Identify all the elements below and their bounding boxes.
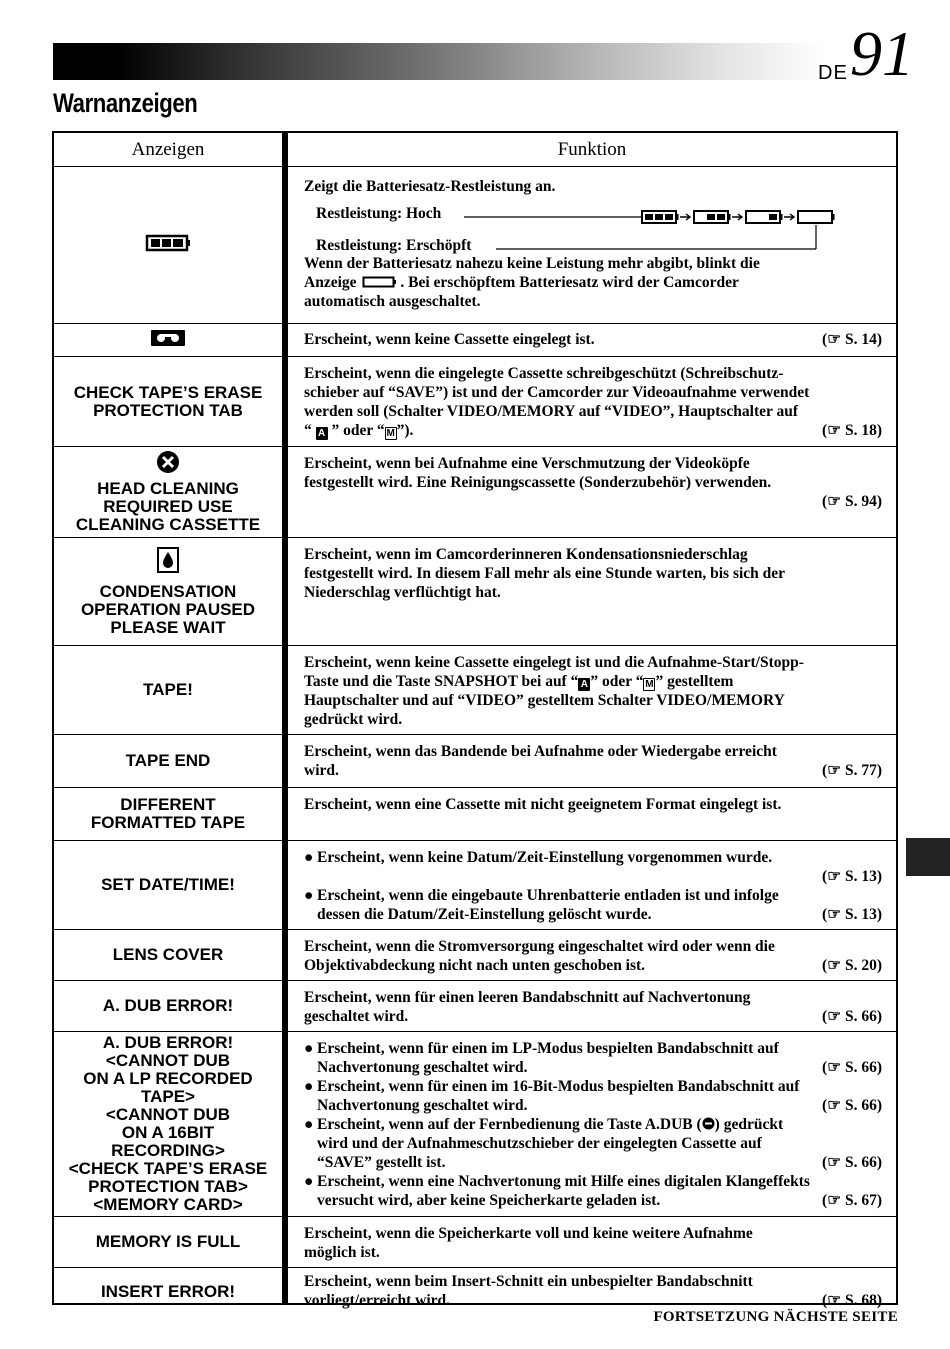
table-row: A. DUB ERROR! <CANNOT DUB ON A LP RECORDED TAPE> <CANNOT DUB ON A 16BIT RECORDING> <CHECK TAPE’S ERASE PROTECTION TAB> <MEMORY CARD> ● Erscheint, wenn für einen im LP-Modus bespielten Bandabschnitt auf (☞ S. 66) Nachvertonung geschaltet wird. ● Erscheint, wenn für einen im 16-Bit-Modus bespielten Bandabschnitt auf (☞ S. 66) Nachvertonung geschaltet wird. ● Erscheint, wenn auf der Fernbedienung die Taste A.DUB ( ) gedrückt wird und der Aufnahmeschutzschieber der eingelegten Cassette auf (☞ S. 66) “SAVE” gestellt ist. ● Erscheint, wenn eine Nachvertonung mit Hilfe eines digitalen Klangeffekts (☞ S. 67) versucht wird, aber keine Speicherkarte geladen ist. bbox=[54, 1032, 896, 1217]
warning-table bbox=[52, 131, 898, 1309]
head-cleaning-warning-icon bbox=[156, 450, 180, 474]
error-label-line: ON A LP RECORDED bbox=[83, 1069, 253, 1088]
continued-footer: FORTSETZUNG NÄCHSTE SEITE bbox=[653, 1309, 898, 1325]
a-dub-button-icon bbox=[702, 1117, 715, 1130]
battery-full-icon bbox=[642, 211, 679, 223]
error-label-line: <MEMORY CARD> bbox=[93, 1195, 243, 1214]
table-row: CONDENSATION OPERATION PAUSED PLEASE WAIT Erscheint, wenn im Camcorderinneren Kondensationsniederschlag festgestellt wird. In diesem Fall mehr als eine Stunde warten, bis sich der Niederschlag verflüchtigt hat. bbox=[54, 538, 896, 646]
battery-two-thirds-icon bbox=[694, 211, 731, 223]
battery-level-diagram bbox=[304, 198, 884, 256]
table-row: SET DATE/TIME! ● Erscheint, wenn keine Datum/Zeit-Einstellung vorgenommen wurde. (☞ S. 13) ● Erscheint, wenn die eingebaute Uhrenbatterie entladen ist und infolge (☞ S. 13) dessen die Datum/Zeit-Einstellung gelöscht wurde. bbox=[54, 841, 896, 930]
error-label-line: TAPE> bbox=[140, 1087, 195, 1106]
table-row: A. DUB ERROR! Erscheint, wenn für einen leeren Bandabschnitt auf Nachvertonung (☞ S. 66) geschaltet wird. bbox=[54, 981, 896, 1032]
cassette-icon bbox=[150, 329, 186, 347]
auto-mode-icon: A bbox=[316, 427, 328, 440]
column-header-function: Funktion bbox=[557, 138, 627, 160]
error-label-line: RECORDING> bbox=[111, 1141, 225, 1160]
manual-mode-icon: M bbox=[645, 679, 654, 690]
table-row: (☞ S. 14) Erscheint, wenn keine Cassette eingelegt ist. bbox=[54, 324, 896, 357]
table-row: MEMORY IS FULL Erscheint, wenn die Speicherkarte voll und keine weitere Aufnahme möglich ist. bbox=[54, 1217, 896, 1268]
column-header-display: Anzeigen bbox=[131, 138, 205, 160]
error-label-line: <CANNOT DUB bbox=[105, 1105, 231, 1124]
table-row: CHECK TAPE’S ERASE PROTECTION TAB Erscheint, wenn die eingelegte Cassette schreibgeschützt (Schreibschutz- schieber auf “SAVE”) ist und der Camcorder zur Videoaufnahme verwendet werden soll (Schalter VIDEO/MEMORY auf “VIDEO”, Hauptschalter auf (☞ S. 18) “ A ” oder “ M ”). bbox=[54, 357, 896, 447]
table-row: LENS COVER Erscheint, wenn die Stromversorgung eingeschaltet wird oder wenn die (☞ S. 20) Objektivabdeckung nicht nach unten geschoben ist. bbox=[54, 930, 896, 981]
table-row: TAPE! Erscheint, wenn keine Cassette eingelegt ist und die Aufnahme-Start/Stopp- Taste und die Taste SNAPSHOT bei auf “ A ” oder “ M ” gestelltem Hauptschalter und auf “VIDEO” gestelltem Schalter VIDEO/MEMORY gedrückt wird. bbox=[54, 646, 896, 735]
table-row: HEAD CLEANING REQUIRED USE CLEANING CASSETTE Erscheint, wenn bei Aufnahme eine Verschmutzung der Videoköpfe festgestellt wird. Eine Reinigungscassette (Sonderzubehör) verwenden. (☞ S. 94) bbox=[54, 447, 896, 538]
manual-mode-icon: M bbox=[386, 428, 395, 439]
error-label-line: PROTECTION TAB> bbox=[88, 1177, 248, 1196]
table-row: Zeigt die Batteriesatz-Restleistung an. Restleistung: Hoch Restleistung: Erschöpft Wenn der Batteriesatz nahezu keine Leistung mehr abgibt, blinkt die Anzeige . Bei erschöpftem Batteriesatz wird der Camcorder automatisch ausgeschaltet. bbox=[54, 167, 896, 324]
battery-one-third-icon bbox=[746, 211, 783, 223]
error-label-line: ON A 16BIT bbox=[121, 1123, 215, 1142]
header-bar bbox=[53, 43, 823, 80]
table-row: INSERT ERROR! Erscheint, wenn beim Insert-Schnitt ein unbespielter Bandabschnitt (☞ S. 68) vorliegt/erreicht wird. bbox=[54, 1268, 896, 1316]
auto-mode-icon: A bbox=[578, 678, 590, 691]
page-language: DE bbox=[818, 62, 848, 84]
error-label-line: A. DUB ERROR! bbox=[102, 1033, 234, 1052]
error-label-line: <CHECK TAPE’S ERASE bbox=[68, 1159, 268, 1178]
page-title: Warnanzeigen bbox=[53, 88, 198, 118]
battery-empty-icon bbox=[362, 276, 398, 288]
page-number: 91 bbox=[850, 18, 914, 89]
section-tab bbox=[906, 838, 950, 876]
error-label-line: <CANNOT DUB bbox=[105, 1051, 231, 1070]
battery-empty-icon bbox=[798, 211, 835, 223]
table-row: DIFFERENT FORMATTED TAPE Erscheint, wenn eine Cassette mit nicht geeignetem Format eingelegt ist. bbox=[54, 788, 896, 841]
battery-full-icon bbox=[145, 234, 191, 252]
table-row: TAPE END Erscheint, wenn das Bandende bei Aufnahme oder Wiedergabe erreicht (☞ S. 77) wird. bbox=[54, 735, 896, 788]
condensation-drop-icon bbox=[157, 547, 179, 573]
